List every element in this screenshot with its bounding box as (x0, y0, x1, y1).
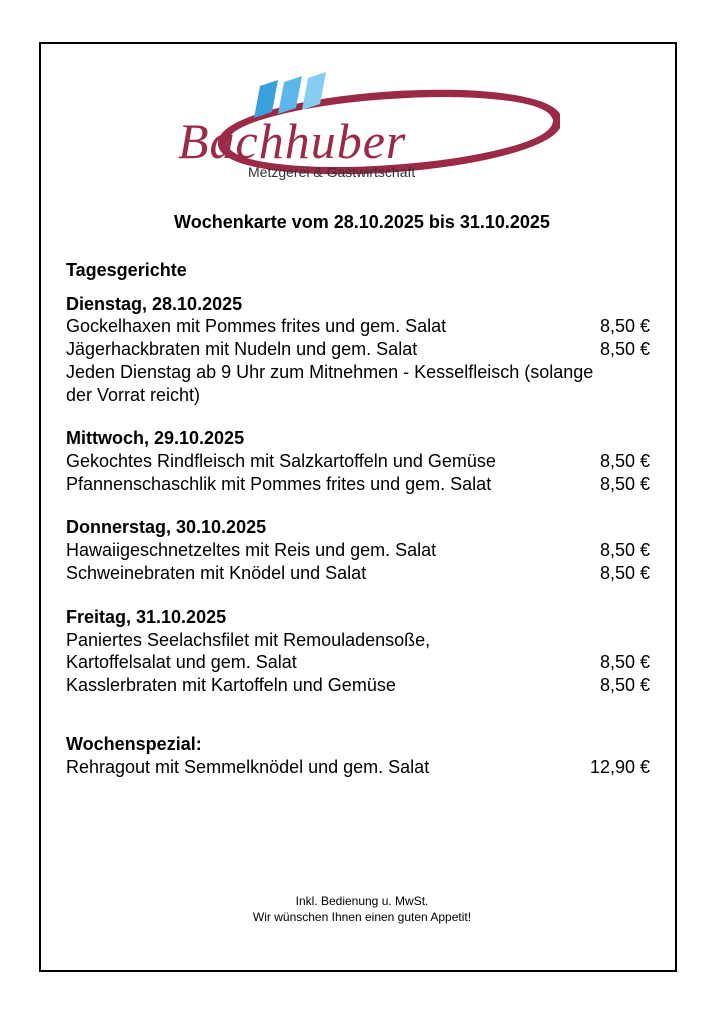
menu-item-text: Gekochtes Rindfleisch mit Salzkartoffeln und Gemüse (66, 451, 496, 471)
day-heading-freitag: Freitag, 31.10.2025 (66, 607, 227, 627)
menu-item-text: Hawaiigeschnetzeltes mit Reis und gem. Salat (66, 540, 437, 560)
section-heading-tagesgerichte: Tagesgerichte (66, 260, 187, 280)
logo-wordmark: Bachhuber (178, 113, 407, 169)
day-heading-dienstag: Dienstag, 28.10.2025 (66, 294, 243, 314)
day-heading-donnerstag: Donnerstag, 30.10.2025 (66, 517, 267, 537)
menu-item-price: 8,50 € (599, 563, 650, 583)
menu-item-price: 8,50 € (599, 675, 650, 695)
day-note: Jeden Dienstag ab 9 Uhr zum Mitnehmen - Kesselfleisch (solange (66, 362, 594, 382)
menu-item-text: Schweinebraten mit Knödel und Salat (66, 563, 367, 583)
menu-item-text: Paniertes Seelachsfilet mit Remouladensoße, (66, 630, 431, 650)
page-title: Wochenkarte vom 28.10.2025 bis 31.10.2025 (174, 212, 550, 232)
footer-greeting: Wir wünschen Ihnen einen guten Appetit! (252, 910, 472, 924)
menu-item-price: 8,50 € (599, 451, 650, 471)
menu-item-price: 8,50 € (599, 652, 650, 672)
menu-item-price: 8,50 € (599, 339, 650, 359)
footer-note: Inkl. Bedienung u. MwSt. (295, 894, 429, 908)
special-item-text: Rehragout mit Semmelknödel und gem. Salat (66, 757, 430, 777)
logo-subtitle: Metzgerei & Gastwirtschaft (248, 164, 416, 180)
day-note-continued: der Vorrat reicht) (66, 385, 201, 405)
menu-item-text: Pfannenschaschlik mit Pommes frites und gem. Salat (66, 474, 492, 494)
menu-item-text: Kasslerbraten mit Kartoffeln und Gemüse (66, 675, 396, 695)
menu-item-price: 8,50 € (599, 540, 650, 560)
special-heading: Wochenspezial: (66, 734, 202, 754)
menu-item-price: 8,50 € (599, 474, 650, 494)
menu-item-text: Kartoffelsalat und gem. Salat (66, 652, 297, 672)
day-heading-mittwoch: Mittwoch, 29.10.2025 (66, 428, 245, 448)
menu-item-price: 8,50 € (599, 316, 650, 336)
menu-item-text: Jägerhackbraten mit Nudeln und gem. Salat (66, 339, 418, 359)
menu-item-text: Gockelhaxen mit Pommes frites und gem. Salat (66, 316, 447, 336)
special-item-price: 12,90 € (589, 757, 650, 777)
